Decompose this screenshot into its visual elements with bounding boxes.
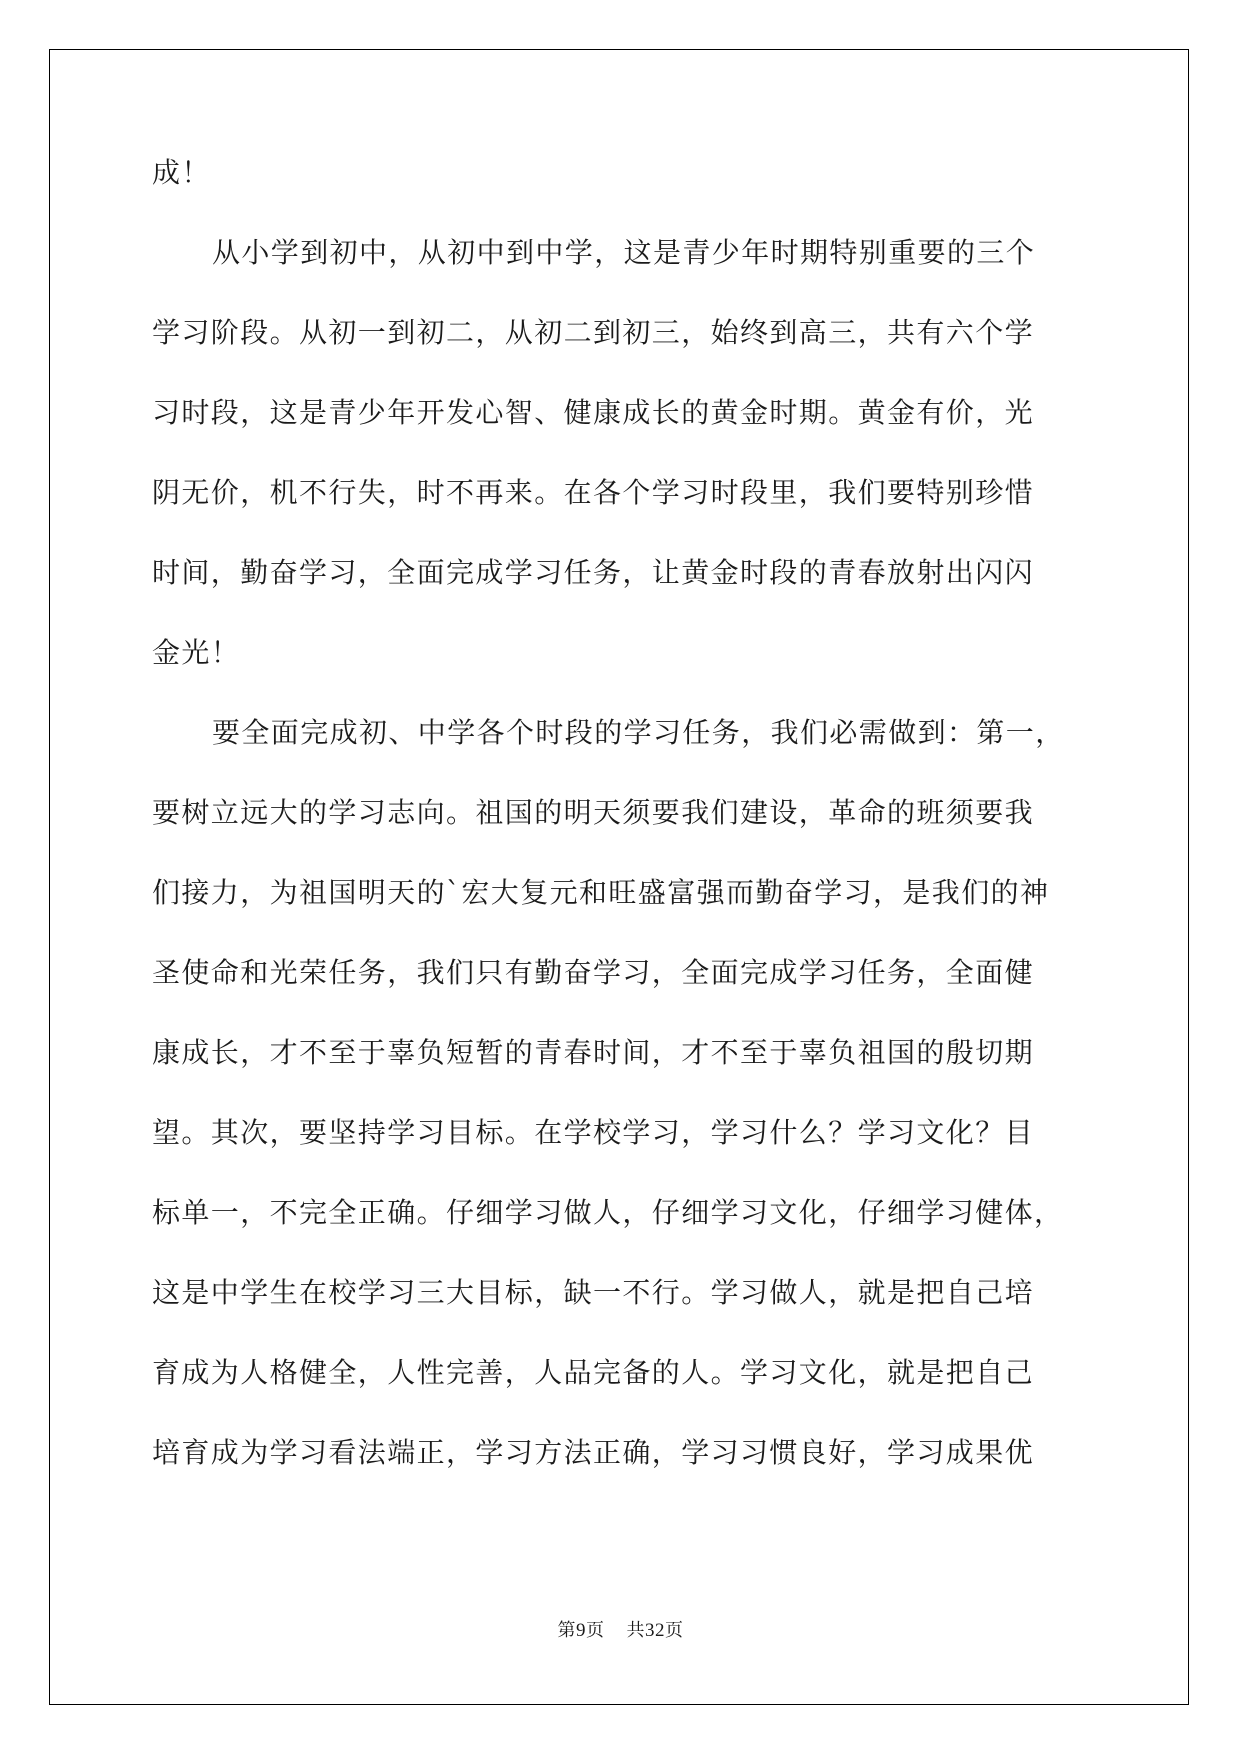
text-line: 育成为人格健全，人性完善，人品完备的人。学习文化，就是把自己 bbox=[152, 1356, 1035, 1389]
text-line: 这是中学生在校学习三大目标，缺一不行。学习做人，就是把自己培 bbox=[152, 1276, 1035, 1309]
page-suffix: 页 bbox=[586, 1620, 605, 1641]
text-line: 习时段，这是青少年开发心智、健康成长的黄金时期。黄金有价，光 bbox=[152, 396, 1035, 429]
text-line: 培育成为学习看法端正，学习方法正确，学习习惯良好，学习成果优 bbox=[152, 1436, 1035, 1469]
page-footer bbox=[0, 1616, 1241, 1642]
text-line: 从小学到初中，从初中到中学，这是青少年时期特别重要的三个 bbox=[212, 236, 1036, 269]
text-line: 金光！ bbox=[152, 636, 241, 669]
total-suffix: 页 bbox=[665, 1620, 684, 1641]
text-line: 要全面完成初、中学各个时段的学习任务，我们必需做到：第一， bbox=[212, 716, 1065, 749]
text-line: 圣使命和光荣任务，我们只有勤奋学习，全面完成学习任务，全面健 bbox=[152, 956, 1035, 989]
text-line: 时间，勤奋学习，全面完成学习任务，让黄金时段的青春放射出闪闪 bbox=[152, 556, 1035, 589]
text-line: 们接力，为祖国明天的`宏大复元和旺盛富强而勤奋学习，是我们的神 bbox=[152, 876, 1050, 909]
page-prefix: 第 bbox=[557, 1620, 576, 1641]
total-prefix: 共 bbox=[626, 1620, 645, 1641]
page-number: 9 bbox=[576, 1620, 586, 1641]
text-line: 标单一，不完全正确。仔细学习做人，仔细学习文化，仔细学习健体， bbox=[152, 1196, 1064, 1229]
total-pages: 32 bbox=[645, 1620, 665, 1641]
text-line: 阴无价，机不行失，时不再来。在各个学习时段里，我们要特别珍惜 bbox=[152, 476, 1035, 509]
text-line: 康成长，才不至于辜负短暂的青春时间，才不至于辜负祖国的殷切期 bbox=[152, 1036, 1035, 1069]
text-line: 要树立远大的学习志向。祖国的明天须要我们建设，革命的班须要我 bbox=[152, 796, 1035, 829]
text-line: 学习阶段。从初一到初二，从初二到初三，始终到高三，共有六个学 bbox=[152, 316, 1035, 349]
text-line: 成！ bbox=[152, 156, 211, 189]
text-line: 望。其次，要坚持学习目标。在学校学习，学习什么？学习文化？目 bbox=[152, 1116, 1035, 1149]
body-text bbox=[152, 158, 1092, 1518]
